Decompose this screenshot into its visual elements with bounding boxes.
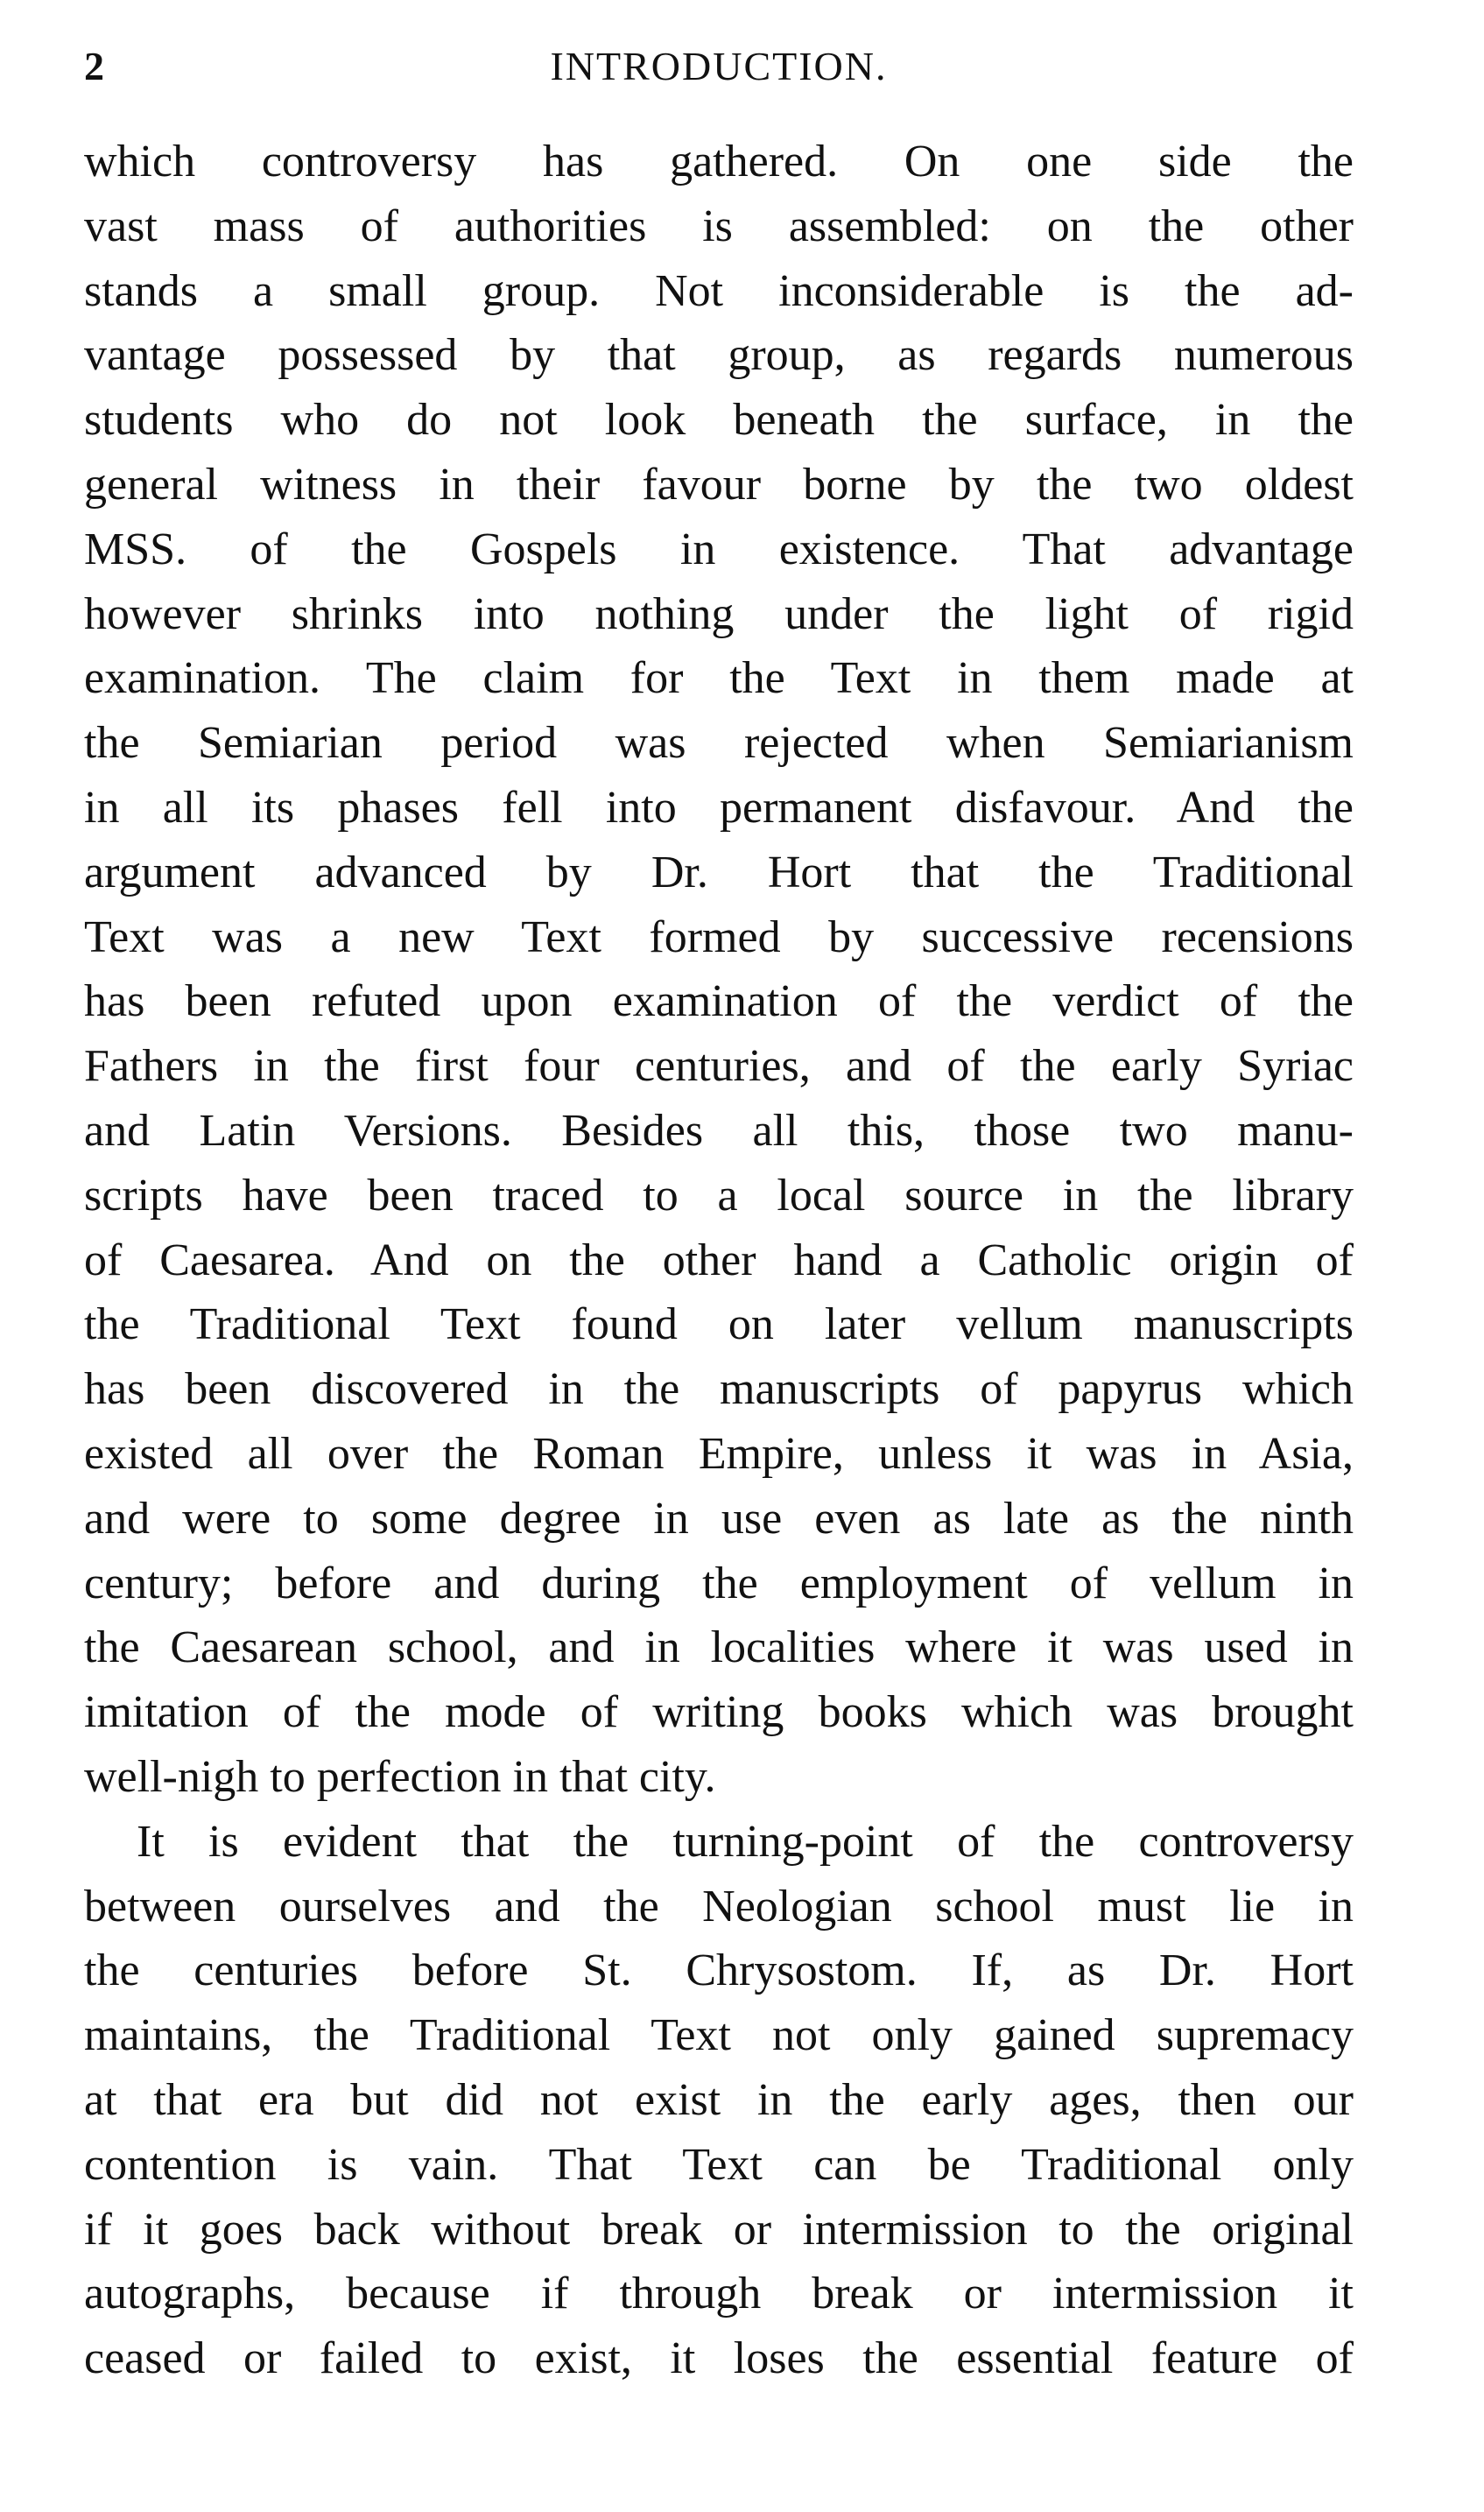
text-line: argument advanced by Dr. Hort that the Traditional [84,847,1354,897]
text-line: which controversy has gathered. On one side the [84,137,1354,186]
text-line: however shrinks into nothing under the light of rigid [84,588,1354,639]
text-line: well-nigh to perfection in that city. [84,1751,716,1802]
text-line: general witness in their favour borne by the two oldest [84,459,1354,510]
text-line: vast mass of authorities is assembled: on the other [84,201,1354,251]
text-line: scripts have been traced to a local source in the library [84,1170,1354,1221]
body-text [84,130,1354,2391]
text-line: the Semiarian period was rejected when Semiarianism [84,718,1354,769]
page-header [84,39,1354,95]
text-line: and Latin Versions. Besides all this, those two manu- [84,1105,1354,1156]
text-line: at that era but did not exist in the early ages, then our [84,2074,1354,2125]
text-line: and were to some degree in use even as late as the ninth [84,1493,1354,1544]
text-line: Text was a new Text formed by successive recensions [84,911,1354,962]
text-line: examination. The claim for the Text in them made at [84,653,1354,704]
text-line: vantage possessed by that group, as regards numerous [84,330,1354,381]
running-title: INTRODUCTION. [550,44,888,88]
text-line: ceased or failed to exist, it loses the essential feature of [84,2333,1354,2384]
text-line: stands a small group. Not inconsiderable is the ad- [84,265,1354,316]
text-line: maintains, the Traditional Text not only gained supremacy [84,2010,1354,2061]
text-line: has been refuted upon examination of the verdict of the [84,976,1354,1027]
text-line: the centuries before St. Chrysostom. If, as Dr. Hort [84,1946,1354,1996]
text-line: contention is vain. That Text can be Traditional only [84,2139,1354,2190]
text-line: of Caesarea. And on the other hand a Catholic origin of [84,1235,1354,1285]
text-line: the Caesarean school, and in localities where it was used in [84,1622,1354,1673]
text-line: Fathers in the first four centuries, and of the early Syriac [84,1041,1354,1092]
text-line: autographs, because if through break or intermission it [84,2269,1354,2319]
text-line: It is evident that the turning-point of the controversy [137,1816,1354,1867]
page-number: 2 [84,44,104,88]
text-line: if it goes back without break or intermission to the original [84,2204,1354,2255]
text-line: in all its phases fell into permanent disfavour. And the [84,782,1354,833]
text-line: has been discovered in the manuscripts of papyrus which [84,1364,1354,1415]
text-line: MSS. of the Gospels in existence. That advantage [84,524,1354,574]
text-line: century; before and during the employment of vellum in [84,1558,1354,1608]
text-line: between ourselves and the Neologian school must lie in [84,1881,1354,1931]
text-line: imitation of the mode of writing books which was brought [84,1687,1354,1738]
text-line: existed all over the Roman Empire, unless it was in Asia, [84,1428,1354,1479]
text-line: the Traditional Text found on later vellum manuscripts [84,1299,1354,1350]
text-line: students who do not look beneath the surface, in the [84,395,1354,446]
